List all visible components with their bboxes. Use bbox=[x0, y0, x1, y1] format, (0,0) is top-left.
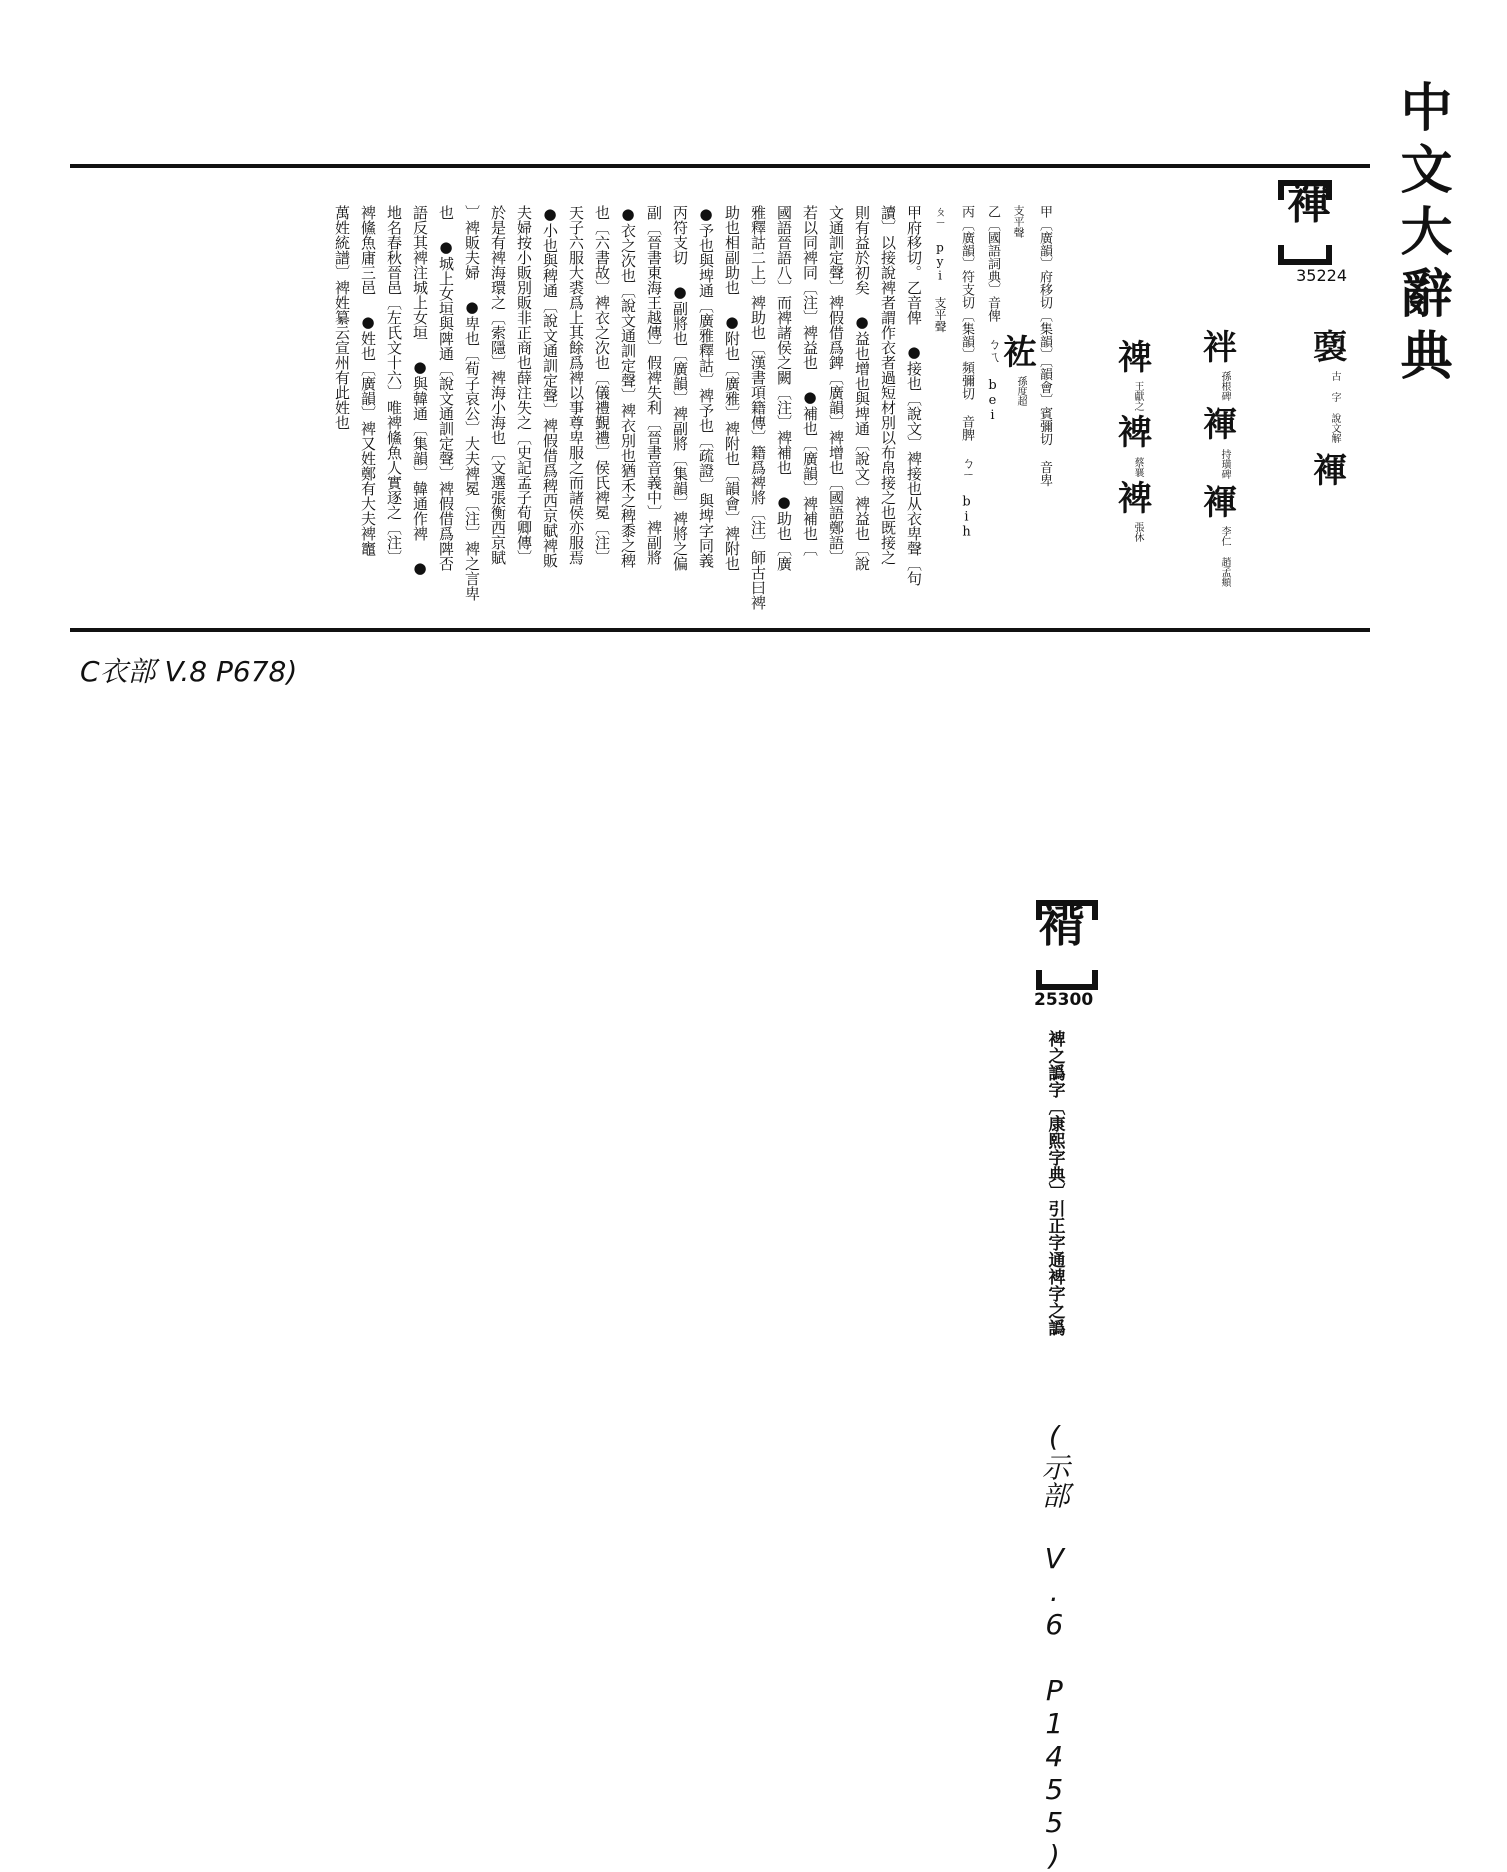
headword-1: 褌 bbox=[1287, 178, 1331, 229]
variant-glyph: 袢 bbox=[1203, 328, 1237, 368]
text-column: 助也相副助也 ●附也〔廣雅〕裨附也〔韻會〕裨附也 bbox=[723, 205, 741, 571]
text-column: 若以同裨同〔注〕裨益也 ●補也〔廣韻〕裨補也〔 bbox=[801, 205, 819, 556]
variant-note: 張休 bbox=[1132, 522, 1143, 543]
headword-bracket-bottom bbox=[1036, 970, 1098, 990]
headword-1-number: 35224 bbox=[1296, 266, 1347, 285]
text-column: 〕裨販夫婦 ●卑也〔荀子哀公〕大夫裨冕〔注〕裨之言卑 bbox=[463, 205, 481, 601]
text-column: 也〔六書故〕裨衣之次也〔儀禮覲禮〕侯氏裨冕〔注〕 bbox=[593, 205, 611, 565]
text-column: 甲〔廣韻〕府移切〔集韻〕〔韻會〕賓彌切 音卑 bbox=[1037, 205, 1052, 487]
text-column: 裨鯈魚庸三邑 ●姓也〔廣韻〕裨又姓鄭有大夫裨竈 bbox=[359, 205, 377, 556]
text-column: 夫婦按小販別販非正商也薛注失之〔史記孟子荀卿傳〕 bbox=[515, 205, 533, 565]
text-column: 副〔晉書東海王越傳〕假裨失利〔晉書音義中〕裨副將 bbox=[645, 205, 663, 565]
variant-note: 持璜碑 bbox=[1219, 448, 1230, 479]
entry-2-text: 裨之譌字〔康熙字典〕引正字通裨字之譌 bbox=[1044, 1030, 1065, 1336]
variant-column-2 bbox=[1203, 330, 1237, 587]
handwritten-note-1: C衣部 V.8 P678) bbox=[80, 655, 298, 688]
variant-glyph: 𧜟 bbox=[1313, 328, 1347, 368]
text-column: 丙符支切 ●副將也〔廣韻〕裨副將〔集韻〕裨將之偏 bbox=[671, 205, 689, 571]
variant-note: 孫根碑 bbox=[1219, 371, 1230, 402]
text-column: 乙〔國語詞典〕音俾 ㄅㄟ bei bbox=[985, 205, 1000, 423]
variant-glyph: 袏 bbox=[1003, 333, 1037, 373]
text-column: 甲府移切。乙音俾 ●接也〔說文〕裨接也从衣卑聲〔句 bbox=[905, 205, 923, 586]
top-rule bbox=[70, 164, 1370, 168]
variant-note: 王獻之 bbox=[1132, 381, 1143, 412]
variant-note: 李仁 趙孟頫 bbox=[1219, 526, 1230, 588]
headword-2: 褙 bbox=[1039, 898, 1085, 952]
text-column: 天子六服大裘爲上其餘爲裨以事尊卑服之而諸侯亦服焉 bbox=[567, 205, 585, 565]
text-column: ㄆㄧ pyi 支平聲 bbox=[933, 205, 947, 333]
variant-glyph: 禆 bbox=[1118, 338, 1152, 378]
text-column: ●予也與埤通〔廣雅釋詁〕裨予也〔疏證〕與埤字同義 bbox=[697, 205, 715, 568]
text-column: 則有益於初矣 ●益也增也與埤通〔說文〕裨益也〔說 bbox=[853, 205, 871, 571]
text-column: ●小也與稗通〔說文通訓定聲〕裨假借爲稗西京賦裨販 bbox=[541, 205, 559, 568]
text-column: 丙〔廣韻〕符支切〔集韻〕頻彌切 音脾 ㄅㄧ bih bbox=[959, 205, 974, 540]
text-column: 支平聲 bbox=[1012, 205, 1025, 238]
variant-note: 孫度超 bbox=[1015, 376, 1026, 407]
variant-glyph: 裨 bbox=[1118, 413, 1152, 454]
variant-note: 蔡襄 bbox=[1132, 456, 1143, 477]
handwritten-note-2: (示部 V.6 P1455) bbox=[1037, 1420, 1071, 1872]
text-column: 地名春秋晉邑〔左氏文十六〕唯裨鯈魚人實逐之〔注〕 bbox=[385, 205, 403, 565]
variant-glyph: 裨 bbox=[1118, 478, 1152, 519]
headword-bracket-bottom bbox=[1278, 245, 1332, 265]
text-column: 讀〕以接說裨者謂作衣者過短材別以布帛接之也既接之 bbox=[879, 205, 897, 565]
headword-2-number: 25300 bbox=[1034, 990, 1094, 1010]
variant-glyph: 褌 bbox=[1313, 451, 1347, 492]
text-column: 於是有裨海環之〔索隱〕裨海小海也〔文選張衡西京賦 bbox=[489, 205, 507, 565]
entry-1-text bbox=[329, 205, 1057, 625]
text-column: ●衣之次也〔說文通訓定聲〕裨衣別也猶禾之稗黍之稗 bbox=[619, 205, 637, 568]
text-column: 萬姓統譜〕裨姓纂云宣州有此姓也 bbox=[333, 205, 351, 430]
text-column: 語反其裨注城上女垣 ●與韓通〔集韻〕韓通作裨 ● bbox=[411, 205, 429, 577]
text-column: 國語晉語八〕而裨諸侯之闕〔注〕裨補也 ●助也〔廣 bbox=[775, 205, 793, 571]
text-column: 雅釋詁二上〕裨助也〔漢書項籍傳〕籍爲裨將〔注〕師古曰裨 bbox=[749, 205, 767, 610]
bottom-rule bbox=[70, 628, 1370, 632]
text-column: 也 ●城上女垣與陴通〔說文通訓定聲〕裨假借爲陴否 bbox=[437, 205, 455, 571]
variant-glyph: 褌 bbox=[1203, 405, 1237, 446]
variant-glyph: 褌 bbox=[1203, 482, 1237, 523]
variant-column-3 bbox=[1118, 340, 1152, 542]
variant-column-1 bbox=[1313, 330, 1347, 491]
text-column: 文通訓定聲〕裨假借爲錍〔廣韻〕裨增也〔國語鄭語〕 bbox=[827, 205, 845, 565]
book-title: 中文大辭典 bbox=[1391, 80, 1452, 390]
variant-note: 古 字 說文解 bbox=[1329, 371, 1340, 444]
